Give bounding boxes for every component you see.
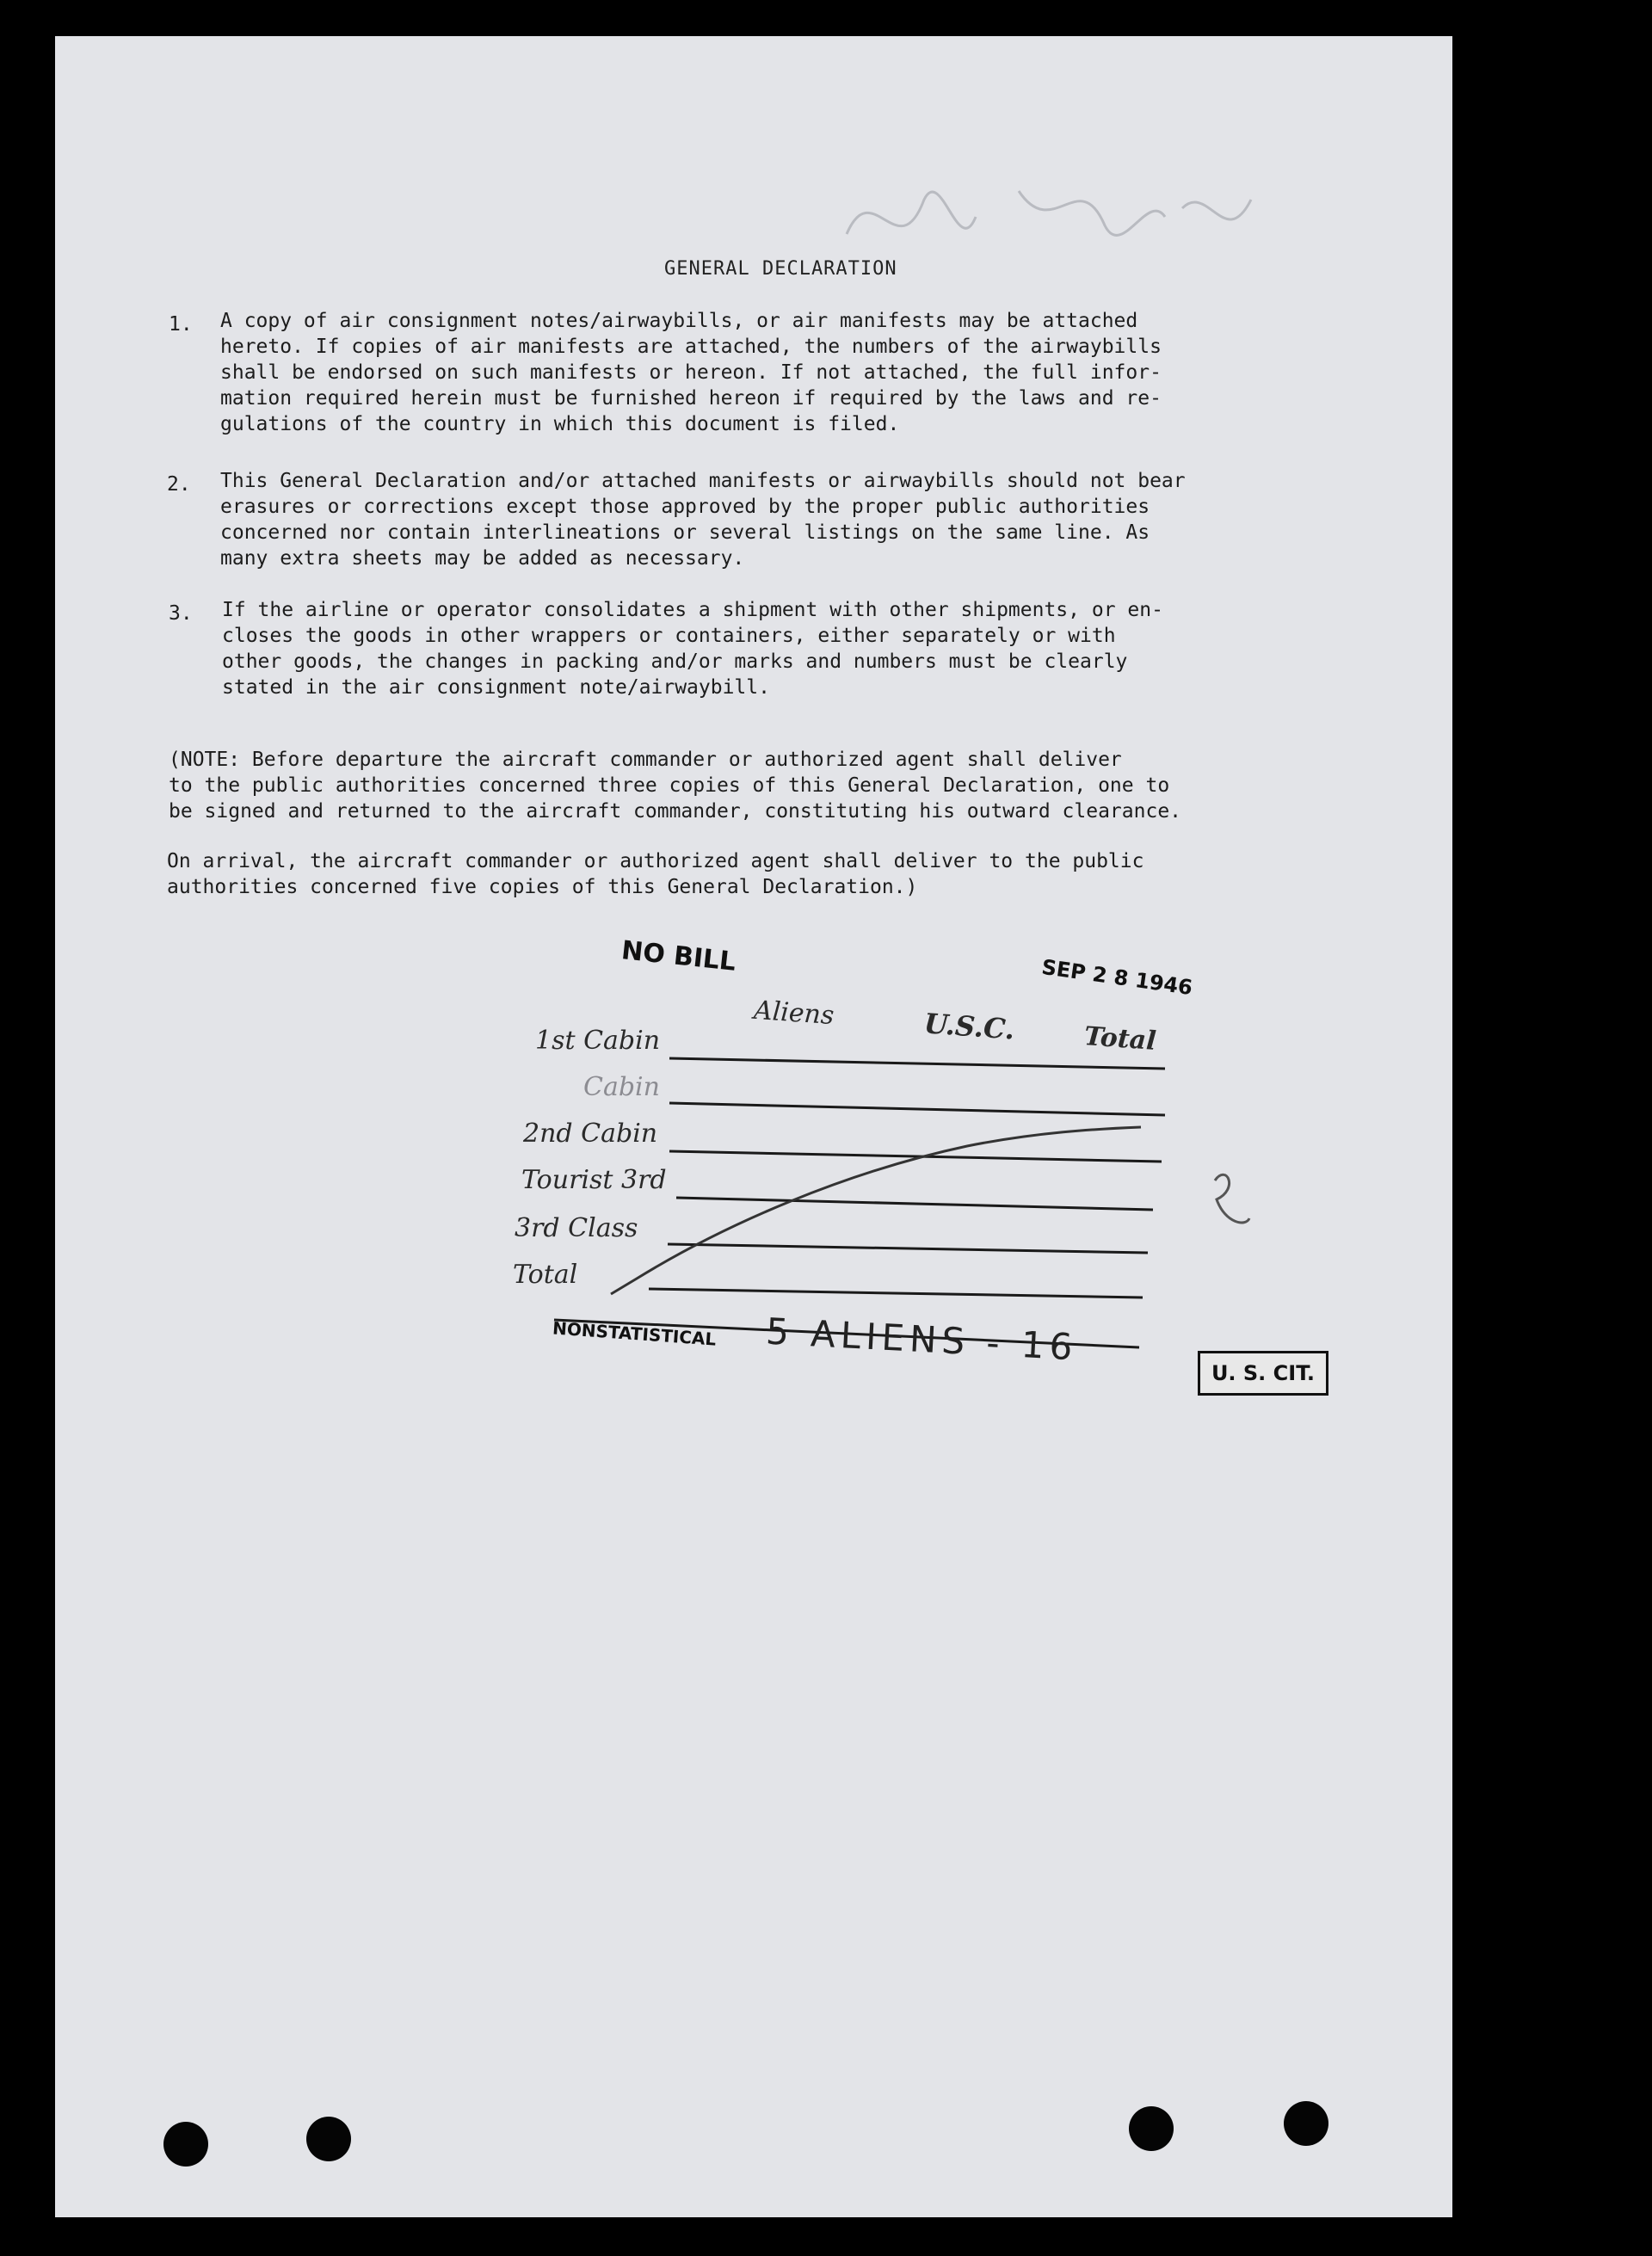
document-title: GENERAL DECLARATION (664, 258, 897, 280)
punch-hole-icon (163, 2122, 208, 2167)
nonstatistical-stamp: NONSTATISTICAL (552, 1317, 717, 1350)
date-stamp: SEP 2 8 1946 (1039, 954, 1194, 1001)
punch-hole-icon (1129, 2106, 1174, 2151)
row-label: 1st Cabin (535, 1026, 661, 1056)
item-3: If the airline or operator consolidates a shipment with other shipments, or en- closes the goods in other wrappers or containers, either separately or with other goods, the changes in packing and/or marks and numbers must be clearly stated in the air consignment note/airwaybill. (222, 599, 1163, 699)
row-label: Total (513, 1260, 578, 1290)
punch-hole-icon (306, 2117, 351, 2161)
item-number: 2. (167, 473, 191, 496)
punch-hole-icon (1284, 2101, 1328, 2146)
item-number: 3. (169, 602, 193, 625)
column-header: Aliens (752, 995, 835, 1032)
row-label: 3rd Class (515, 1213, 638, 1243)
item-1: A copy of air consignment notes/airwaybills, or air manifests may be attached hereto. If copies of air manifests are attached, the numbers of the airwaybills shall be endorsed on such manifests or hereon. If not attached, the full infor- mation required herein must be furnished hereon if required by the laws and re- gulations of the country in which this document is filed. (220, 310, 1162, 435)
column-header: U.S.C. (922, 1007, 1016, 1046)
row-label: 2nd Cabin (523, 1119, 658, 1149)
stamp-lines (55, 36, 1452, 1413)
row-label: Tourist 3rd (521, 1165, 667, 1195)
document-page (55, 36, 1452, 2217)
column-header: Total (1082, 1021, 1157, 1057)
handwritten-note: 5 ALIENS - 16 (764, 1310, 1079, 1369)
note-paragraph: (NOTE: Before departure the aircraft commander or authorized agent shall deliver to the public authorities concerned three copies of this General Declaration, one to be signed and returned to the aircraft commander, constituting his outward clearance. (169, 749, 1182, 823)
row-label: Cabin (583, 1072, 660, 1102)
us-cit-stamp: U. S. CIT. (1198, 1351, 1328, 1396)
no-bill-stamp: NO BILL (620, 935, 737, 977)
item-number: 1. (169, 313, 193, 336)
item-2: This General Declaration and/or attached manifests or airwaybills should not bear erasures or corrections except those approved by the proper public authorities concerned nor contain interlineations or several listings on the same line. As many extra sheets may be added as necessary. (220, 470, 1186, 570)
arrival-paragraph: On arrival, the aircraft commander or authorized agent shall deliver to the public authorities concerned five copies of this General Declaration.) (167, 850, 1144, 898)
